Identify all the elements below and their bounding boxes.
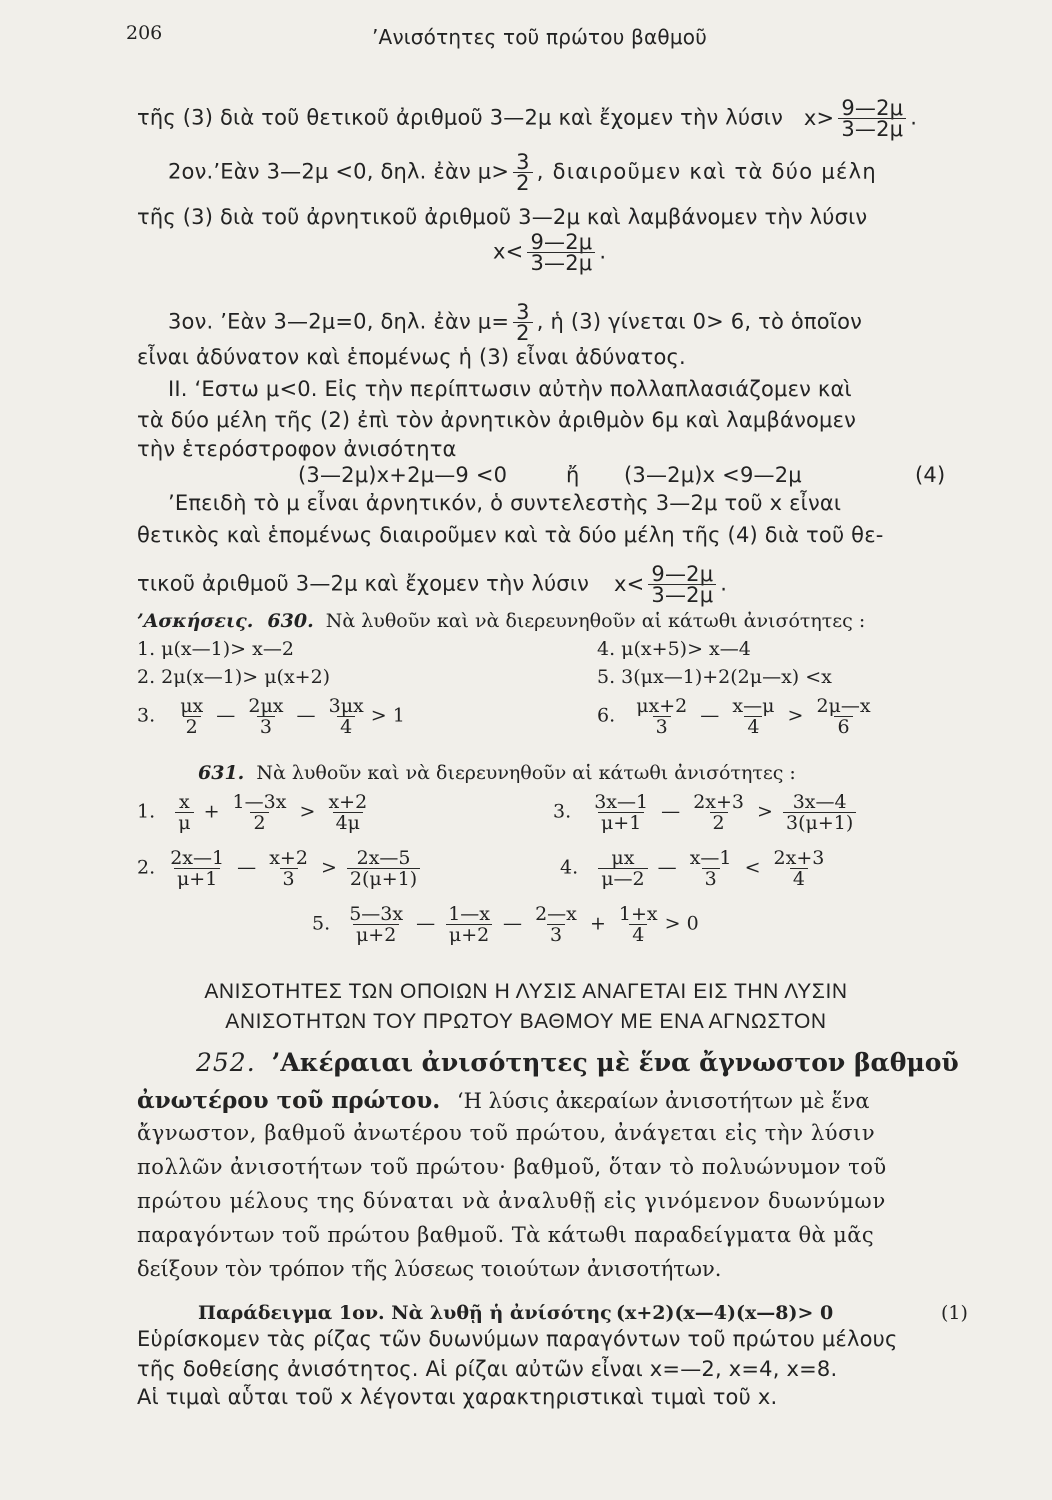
chapter-heading-line1: ΑΝΙΣΟΤΗΤΕΣ ΤΩΝ ΟΠΟΙΩΝ Η ΛΥΣΙΣ ΑΝΑΓΕΤΑΙ ΕΙΣ ΤΗΝ ΛΥΣΙΝ — [204, 980, 848, 1003]
equation-tag: (4) — [915, 463, 946, 487]
fraction: $\frac{9—2\mu}{3—2\mu}$ — [527, 232, 595, 273]
text-line: 2ον.’Εὰν 3—2μ <0, δηλ. ἐὰν μ> $\frac{3}{2}$ , διαιροῦμεν καὶ τὰ δύο μέλη — [168, 150, 877, 195]
example-inequality: (x+2)(x—4)(x—8)> 0 — [616, 1302, 834, 1324]
text-line: 3ον. ’Εὰν 3—2μ=0, δηλ. ἐὰν μ= $\frac{3}{2}$ , ἡ (3) γίνεται 0> 6, τὸ ὁποῖον — [168, 300, 863, 345]
exercise-item: 2. 2μ(x—1)> μ(x+2) — [137, 666, 331, 688]
exercise-item: 3. $\frac{\mu x}{2}$ — $\frac{2\mu x}{3}$ — $\frac{3\mu x}{4}$ > 1 — [137, 695, 405, 738]
equation-tag: (1) — [941, 1302, 968, 1324]
equation: (3—2μ)x <9—2μ — [624, 463, 802, 487]
text-line: x< $\frac{9—2\mu}{3—2\mu}$ . — [493, 230, 607, 275]
text-line: εἶναι ἀδύνατον καὶ ἑπομένως ἡ (3) εἶναι ἀδύνατος. — [137, 345, 686, 369]
text-line: τῆς (3) διὰ τοῦ ἀρνητικοῦ ἀριθμοῦ 3—2μ καὶ λαμβάνομεν τὴν λύσιν — [137, 205, 868, 229]
text-line: ’Επειδὴ τὸ μ εἶναι ἀρνητικόν, ὁ συντελεστὴς 3—2μ τοῦ x εἶναι — [168, 491, 842, 515]
text-line: θετικὸς καὶ ἑπομένως διαιροῦμεν καὶ τὰ δύο μέλη τῆς (4) διὰ τοῦ θε- — [137, 523, 884, 547]
text-line: ἀνωτέρου τοῦ πρώτου. ‘Η λύσις ἀκεραίων ἀνισοτήτων μὲ ἕνα — [137, 1087, 870, 1114]
text-line: τὰ δύο μέλη τῆς (2) ἐπὶ τὸν ἀρνητικὸν ἀριθμὸν 6μ καὶ λαμβάνομεν — [137, 408, 857, 432]
page-number: 206 — [126, 22, 163, 44]
exercise-item: 5. 3(μx—1)+2(2μ—x) <x — [597, 666, 832, 688]
text-line: II. ‘Εστω μ<0. Εἰς τὴν περίπτωσιν αὐτὴν πολλαπλασιάζομεν καὶ — [168, 377, 852, 401]
exercise-item: 2. $\frac{2x—1}{\mu+1}$ — $\frac{x+2}{3}$ > $\frac{2x—5}{2(\mu+1)}$ — [137, 848, 424, 889]
text-line: Εὑρίσκομεν τὰς ρίζας τῶν δυωνύμων παραγόντων τοῦ πρώτου μέλους — [137, 1327, 898, 1351]
exercise-heading: ’Ασκήσεις. 630. Νὰ λυθοῦν καὶ νὰ διερευνηθοῦν αἱ κάτωθι ἀνισότητες : — [137, 610, 866, 632]
text-line: τικοῦ ἀριθμοῦ 3—2μ καὶ ἔχομεν τὴν λύσιν x< $\frac{9—2\mu}{3—2\mu}$ . — [137, 562, 728, 607]
text-line: πρώτου μέλους της δύναται νὰ ἀναλυθῇ εἰς γινόμενον δυωνύμων — [137, 1189, 887, 1213]
text-line: τῆς (3) διὰ τοῦ θετικοῦ ἀριθμοῦ 3—2μ καὶ ἔχομεν τὴν λύσιν x> $\frac{9—2\mu}{3—2\mu}$ . — [137, 96, 918, 141]
text-line: δείξουν τὸν τρόπον τῆς λύσεως τοιούτων ἀνισοτήτων. — [137, 1257, 722, 1281]
exercise-item: 5. $\frac{5—3x}{\mu+2}$ — $\frac{1—x}{\mu+2}$ — $\frac{2—x}{3}$ + $\frac{1+x}{4}$ > 0 — [312, 903, 699, 946]
exercise-item: 6. $\frac{\mu x+2}{3}$ — $\frac{x—\mu}{4}$ > $\frac{2\mu—x}{6}$ — [597, 695, 871, 738]
text-line: ἄγνωστον, βαθμοῦ ἀνωτέρου τοῦ πρώτου, ἀνάγεται εἰς τὴν λύσιν — [137, 1121, 876, 1145]
running-title: ’Ανισότητες τοῦ πρώτου βαθμοῦ — [372, 25, 707, 49]
exercise-item: 4. $\frac{\mu x}{\mu—2}$ — $\frac{x—1}{3}$ < $\frac{2x+3}{4}$ — [560, 847, 825, 890]
example-heading: Παράδειγμα 1ον. Νὰ λυθῇ ἡ ἀνίσότης — [198, 1302, 612, 1324]
fraction: $\frac{9—2\mu}{3—2\mu}$ — [648, 564, 716, 605]
exercise-item: 4. μ(x+5)> x—4 — [597, 638, 751, 660]
text-line: πολλῶν ἀνισοτήτων τοῦ πρώτου· βαθμοῦ, ὅταν τὸ πολυώνυμον τοῦ — [137, 1155, 887, 1179]
section-title: 252. ’Ακέραιαι ἀνισότητες μὲ ἕνα ἄγνωστον βαθμοῦ — [196, 1048, 959, 1077]
equation-connector: ἤ — [566, 463, 580, 487]
equation: (3—2μ)x+2μ—9 <0 — [298, 463, 508, 487]
text-line: τῆς δοθείσης ἀνισότητος. Αἱ ρίζαι αὐτῶν εἶναι x=—2, x=4, x=8. — [137, 1357, 838, 1381]
text-line: τὴν ἑτερόστροφον ἀνισότητα — [137, 437, 457, 461]
exercise-heading: 631. Νὰ λυθοῦν καὶ νὰ διερευνηθοῦν αἱ κάτωθι ἀνισότητες : — [198, 762, 796, 784]
chapter-heading-line2: ΑΝΙΣΟΤΗΤΩΝ ΤΟΥ ΠΡΩΤΟΥ ΒΑΘΜΟΥ ΜΕ ΕΝΑ ΑΓΝΩΣΤΟΝ — [225, 1010, 827, 1033]
text-line: Αἱ τιμαὶ αὗται τοῦ x λέγονται χαρακτηριστικαὶ τιμαὶ τοῦ x. — [137, 1385, 778, 1409]
fraction: $\frac{3}{2}$ — [513, 152, 533, 193]
exercise-item: 1. $\frac{x}{\mu}$ + $\frac{1—3x}{2}$ > $\frac{x+2}{4\mu}$ — [137, 791, 368, 834]
exercise-item: 3. $\frac{3x—1}{\mu+1}$ — $\frac{2x+3}{2}$ > $\frac{3x—4}{3(\mu+1)}$ — [553, 792, 860, 833]
exercise-item: 1. μ(x—1)> x—2 — [137, 638, 294, 660]
fraction: $\frac{3}{2}$ — [513, 302, 533, 343]
fraction: $\frac{9—2\mu}{3—2\mu}$ — [838, 98, 906, 139]
text-line: παραγόντων τοῦ πρώτου βαθμοῦ. Τὰ κάτωθι παραδείγματα θὰ μᾶς — [137, 1223, 874, 1247]
